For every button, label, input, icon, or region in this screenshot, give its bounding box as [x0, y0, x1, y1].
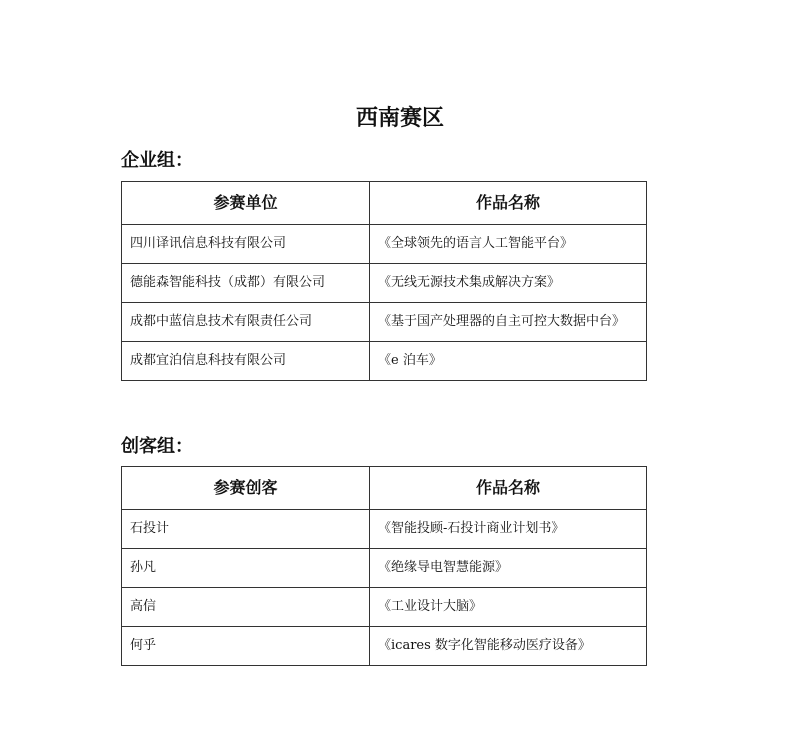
maker-cell: 何乎	[122, 627, 370, 666]
org-cell: 德能森智能科技（成都）有限公司	[122, 264, 370, 303]
org-cell: 四川译讯信息科技有限公司	[122, 225, 370, 264]
column-header-work: 作品名称	[370, 467, 647, 510]
maker-cell: 孙凡	[122, 549, 370, 588]
org-cell: 成都宜泊信息科技有限公司	[122, 342, 370, 381]
maker-table	[121, 466, 647, 666]
work-cell: 《智能投顾-石投计商业计划书》	[370, 510, 647, 549]
table-row	[122, 303, 647, 342]
table-row	[122, 549, 647, 588]
table-row	[122, 342, 647, 381]
enterprise-table	[121, 181, 647, 381]
table-header-row	[122, 182, 647, 225]
maker-cell: 石投计	[122, 510, 370, 549]
table-row	[122, 510, 647, 549]
table-row	[122, 264, 647, 303]
work-cell: 《基于国产处理器的自主可控大数据中台》	[370, 303, 647, 342]
work-cell: 《icares 数字化智能移动医疗设备》	[370, 627, 647, 666]
work-cell: 《无线无源技术集成解决方案》	[370, 264, 647, 303]
maker-cell: 高信	[122, 588, 370, 627]
maker-group-heading: 创客组：	[121, 436, 193, 457]
column-header-org: 参赛单位	[122, 182, 370, 225]
work-cell: 《绝缘导电智慧能源》	[370, 549, 647, 588]
column-header-maker: 参赛创客	[122, 467, 370, 510]
enterprise-group-heading: 企业组：	[121, 150, 193, 171]
work-cell: 《全球领先的语言人工智能平台》	[370, 225, 647, 264]
work-cell: 《e 泊车》	[370, 342, 647, 381]
org-cell: 成都中蓝信息技术有限责任公司	[122, 303, 370, 342]
page-title: 西南赛区	[355, 105, 444, 131]
table-row	[122, 225, 647, 264]
column-header-work: 作品名称	[370, 182, 647, 225]
table-row	[122, 588, 647, 627]
table-row	[122, 627, 647, 666]
work-cell: 《工业设计大脑》	[370, 588, 647, 627]
table-header-row	[122, 467, 647, 510]
